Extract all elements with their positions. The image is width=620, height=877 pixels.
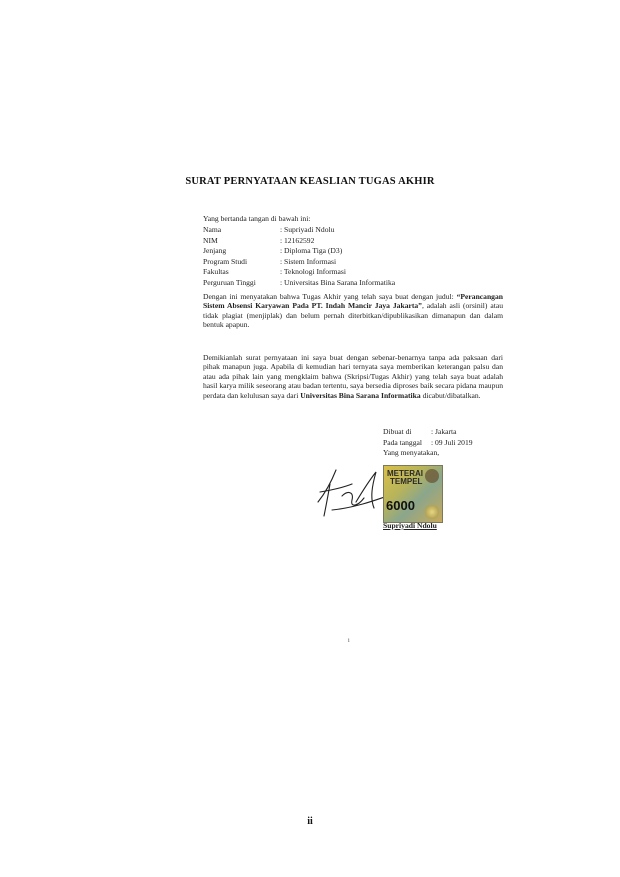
statement-text-end: , adalah asli (orsinil) atau tidak plagiat (menjiplak) dan belum pernah diterbitkan/dipublikasikan dimanapun dan dalam bentuk apapun. xyxy=(203,301,503,330)
date-row xyxy=(383,438,473,449)
field-value: : Diploma Tiga (D3) xyxy=(280,246,343,256)
field-row xyxy=(203,278,395,289)
field-row xyxy=(203,246,395,257)
field-value: : Universitas Bina Sarana Informatika xyxy=(280,277,396,287)
declaration-text: Demikianlah surat pernyataan ini saya buat dengan sebenar-benarnya tanpa ada paksaan dari pihak manapun juga. Apabila di kemudian hari ternyata saya memberikan keterangan palsu dan atau ada pihak lain yang mengklaim bahwa (Skripsi/Tugas Akhir) yang telah saya buat adalah hasil karya milik seseorang atau badan tertentu, saya bersedia diproses baik secara pidana maupun perdata dan kelulusan saya dari xyxy=(203,353,503,400)
field-label: Program Studi xyxy=(203,256,248,266)
revenue-stamp xyxy=(383,465,443,523)
field-label: Perguruan Tinggi xyxy=(203,277,256,287)
field-row xyxy=(203,236,395,247)
place-value: : Jakarta xyxy=(431,427,457,436)
field-label: Nama xyxy=(203,225,222,234)
footer-mark: i xyxy=(348,638,350,644)
field-value: : Teknologi Informasi xyxy=(280,267,346,277)
date-value: : 09 Juli 2019 xyxy=(431,437,473,447)
statement-text: Dengan ini menyatakan bahwa Tugas Akhir yang telah saya buat dengan judul: xyxy=(203,292,457,301)
garuda-emblem-icon xyxy=(425,469,439,483)
stamp-label-2: TEMPEL xyxy=(390,477,423,486)
signature-block xyxy=(383,427,473,459)
closing-text: Yang menyatakan, xyxy=(383,448,440,458)
field-value: : 12162592 xyxy=(280,235,315,245)
field-label: Jenjang xyxy=(203,246,227,256)
document-title: SURAT PERNYATAAN KEASLIAN TUGAS AKHIR xyxy=(185,176,435,187)
field-row xyxy=(203,257,395,268)
declaration-paragraph xyxy=(203,353,503,400)
field-row xyxy=(203,267,395,278)
field-value: : Sistem Informasi xyxy=(280,256,337,266)
field-value: : Supriyadi Ndolu xyxy=(280,225,335,234)
field-label: NIM xyxy=(203,235,218,245)
date-label: Pada tanggal xyxy=(383,437,423,447)
stamp-amount: 6000 xyxy=(386,498,415,513)
identity-fields xyxy=(203,225,395,289)
place-row xyxy=(383,427,473,438)
university-name: Universitas Bina Sarana Informatika xyxy=(300,390,421,400)
declaration-text-end: dicabut/dibatalkan. xyxy=(420,390,481,400)
thesis-title: “Perancangan Sistem Absensi Karyawan Pada PT. Indah Mancir Jaya Jakarta” xyxy=(203,292,503,311)
signer-name: Supriyadi Ndolu xyxy=(383,521,437,530)
stamp-label: METERAI xyxy=(387,469,423,478)
page-number: ii xyxy=(307,816,313,827)
field-label: Fakultas xyxy=(203,267,229,277)
field-row xyxy=(203,225,395,236)
hologram-icon xyxy=(425,505,439,519)
place-label: Dibuat di xyxy=(383,427,412,436)
statement-paragraph xyxy=(203,292,503,330)
intro-text: Yang bertanda tangan di bawah ini: xyxy=(203,214,311,223)
